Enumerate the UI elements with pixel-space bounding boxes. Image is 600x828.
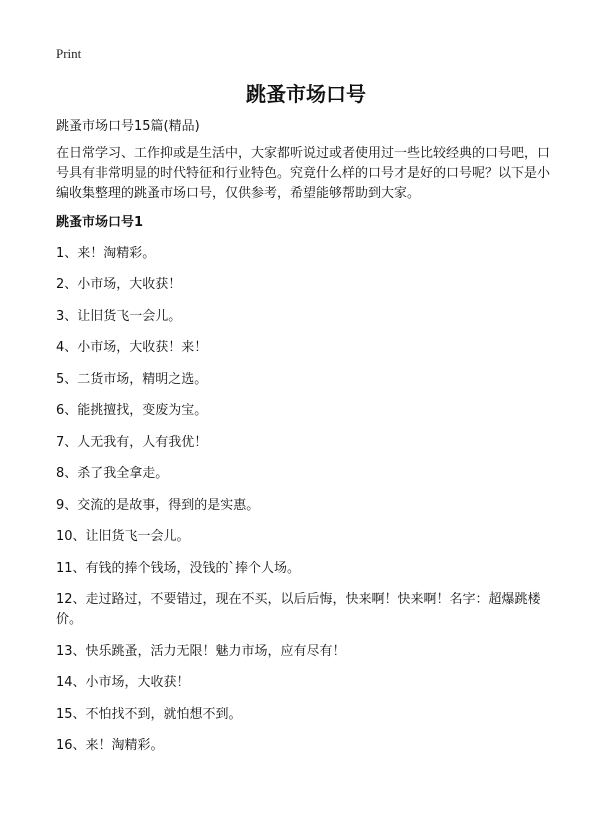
slogan-item: 3、让旧货飞一会儿。 <box>56 308 182 324</box>
slogan-item: 9、交流的是故事，得到的是实惠。 <box>56 497 260 513</box>
slogan-item: 11、有钱的捧个钱场，没钱的`捧个人场。 <box>56 560 301 576</box>
slogan-item: 15、不怕找不到，就怕想不到。 <box>56 706 242 722</box>
slogan-item: 2、小市场，大收获！ <box>56 277 182 292</box>
slogan-item: 14、小市场，大收获！ <box>56 675 190 690</box>
slogan-item: 13、快乐跳蚤，活力无限！魅力市场，应有尽有！ <box>56 643 346 659</box>
slogan-item: 6、能挑擅找，变废为宝。 <box>56 403 208 418</box>
document-subtitle: 跳蚤市场口号15篇(精品) <box>56 119 200 134</box>
document-body <box>56 78 556 756</box>
intro-paragraph: 在日常学习、工作抑或是生活中，大家都听说过或者使用过一些比较经典的口号吧，口号具有非常明显的时代特征和行业特色。究竟什么样的口号才是好的口号呢？以下是小编收集整理的跳蚤市场口号，仅供参考，希望能够帮助到大家。 <box>56 146 551 201</box>
slogan-list <box>56 244 556 757</box>
section-heading: 跳蚤市场口号1 <box>56 215 144 230</box>
slogan-item: 10、让旧货飞一会儿。 <box>56 529 190 544</box>
slogan-item: 4、小市场，大收获！来！ <box>56 340 208 355</box>
slogan-item: 12、走过路过，不要错过，现在不买，以后后悔，快来啊！快来啊！名字：超爆跳楼价。 <box>56 592 541 627</box>
slogan-item: 16、来！淘精彩。 <box>56 738 164 753</box>
slogan-item: 8、杀了我全拿走。 <box>56 466 169 481</box>
page-title: 跳蚤市场口号 <box>246 82 366 106</box>
slogan-item: 7、人无我有，人有我优！ <box>56 434 208 450</box>
print-link[interactable]: Print <box>56 46 82 61</box>
slogan-item: 1、来！淘精彩。 <box>56 245 156 261</box>
slogan-item: 5、二货市场，精明之选。 <box>56 371 208 387</box>
